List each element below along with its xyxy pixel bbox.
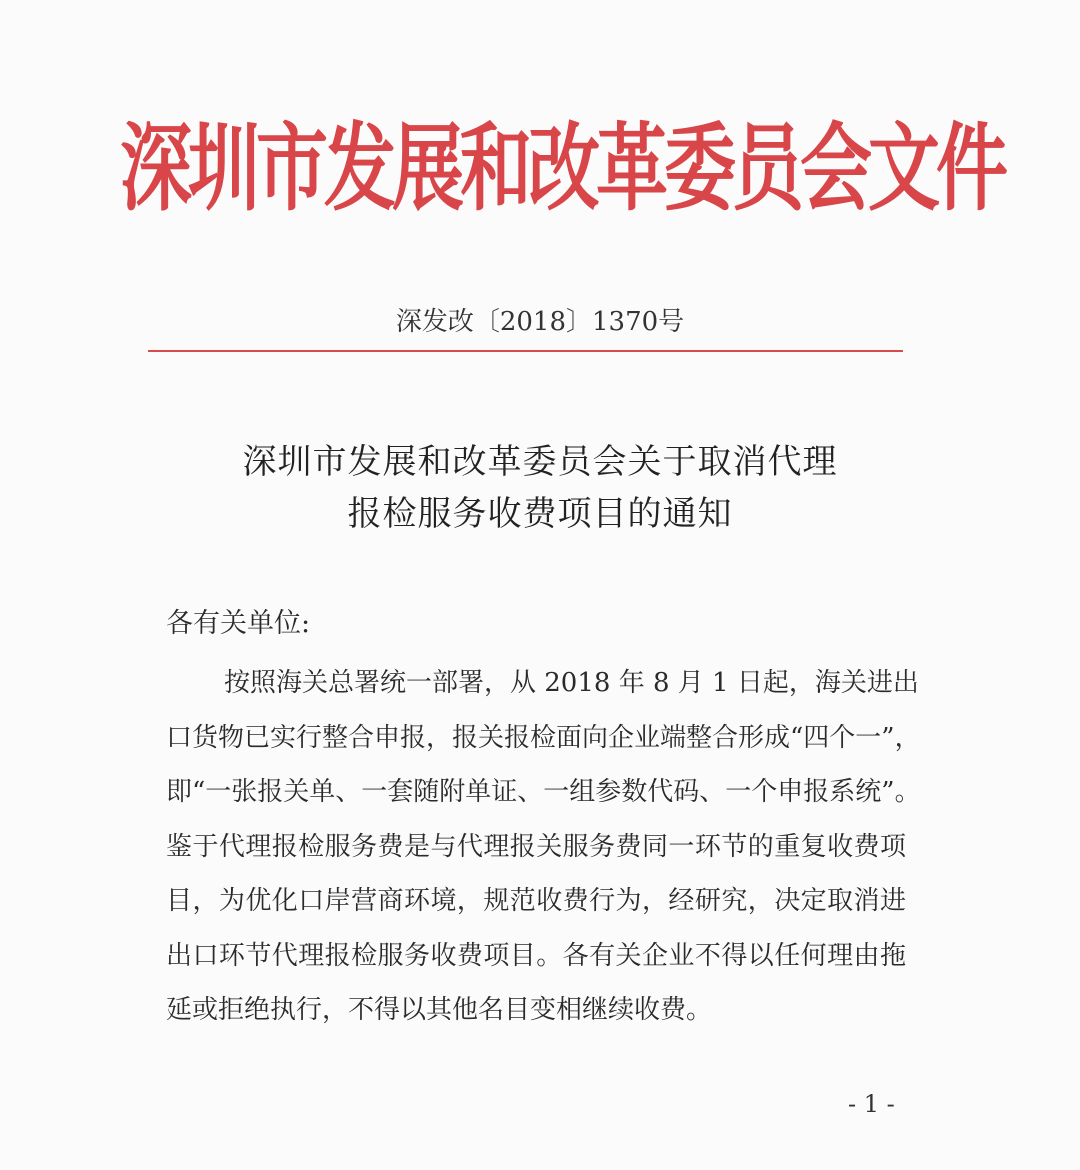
body-line: 出口环节代理报检服务收费项目。各有关企业不得以任何理由拖 — [166, 940, 906, 971]
body-paragraph — [166, 656, 921, 1038]
notice-title-line-2: 报检服务收费项目的通知 — [347, 494, 733, 534]
document-number: 深发改〔2018〕1370号 — [395, 307, 685, 337]
page-number: - 1 - — [848, 1090, 895, 1118]
body-line: 目，为优化口岸营商环境，规范收费行为，经研究，决定取消进 — [166, 886, 906, 916]
body-line: 延或拒绝执行，不得以其他名目变相继续收费。 — [166, 995, 713, 1025]
issuer-header: 深圳市发展和改革委员会文件 — [120, 112, 1005, 224]
notice-title — [0, 436, 1080, 540]
body-line: 即“一张报关单、一套随附单证、一组参数代码、一个申报系统”。 — [166, 777, 921, 807]
body-line: 按照海关总署统一部署，从 2018 年 8 月 1 日起，海关进出 — [224, 668, 919, 698]
body-line: 鉴于代理报检服务费是与代理报关服务费同一环节的重复收费项 — [166, 831, 906, 862]
notice-title-line-1: 深圳市发展和改革委员会关于取消代理 — [242, 442, 838, 482]
red-divider — [148, 350, 903, 352]
body-line: 口货物已实行整合申报，报关报检面向企业端整合形成“四个一”， — [166, 722, 921, 753]
salutation: 各有关单位: — [166, 608, 311, 639]
